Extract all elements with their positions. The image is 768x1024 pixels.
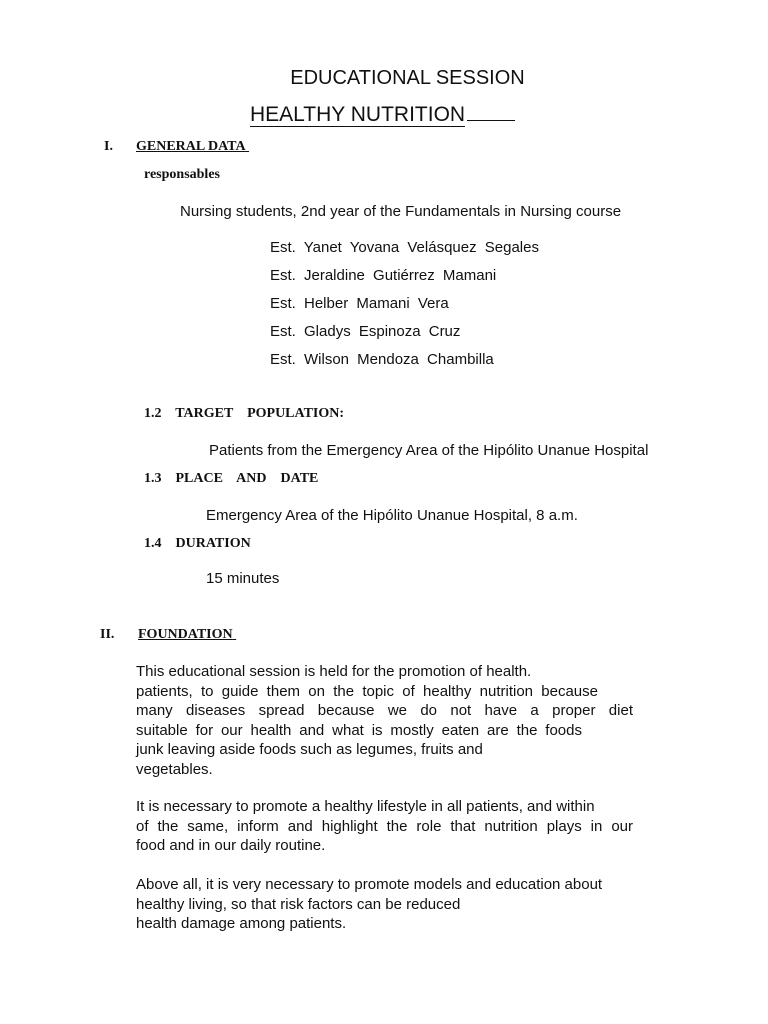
subtitle-text: HEALTHY NUTRITION <box>250 103 466 126</box>
section-2-heading <box>138 627 274 643</box>
student-name: Est. Yanet Yovana Velásquez Segales <box>270 239 539 256</box>
section-2-number: II. <box>100 627 115 642</box>
paragraph-line: health damage among patients. <box>136 915 347 932</box>
paragraph-line: healthy living, so that risk factors can be reduced <box>136 895 461 913</box>
target-population-label: 1.2 TARGET POPULATION: <box>144 406 345 421</box>
duration-label: 1.4 DURATION <box>144 536 251 551</box>
paragraph-line: This educational session is held for the promotion of health. <box>136 663 532 680</box>
document-title: EDUCATIONAL SESSION <box>290 67 525 89</box>
student-name: Est. Gladys Espinoza Cruz <box>270 323 461 340</box>
document-subtitle <box>250 103 515 127</box>
student-name: Est. Jeraldine Gutiérrez Mamani <box>270 267 497 284</box>
duration-text: 15 minutes <box>206 570 280 587</box>
section-1-number: I. <box>104 139 113 154</box>
student-name: Est. Wilson Mendoza Chambilla <box>270 351 494 368</box>
section-1-heading <box>136 139 280 155</box>
foundation-paragraph <box>136 797 633 856</box>
responsables-text: Nursing students, 2nd year of the Fundamentals in Nursing course <box>180 203 622 220</box>
foundation-paragraph <box>136 662 633 779</box>
paragraph-line: of the same, inform and highlight the role that nutrition plays in our <box>136 817 633 835</box>
place-date-text: Emergency Area of the Hipólito Unanue Hospital, 8 a.m. <box>206 507 578 524</box>
section-2-heading-text: FOUNDATION <box>138 627 233 642</box>
responsables-label: responsables <box>144 167 220 182</box>
paragraph-line: Above all, it is very necessary to promote models and education about <box>136 876 603 893</box>
section-1-heading-text: GENERAL DATA <box>136 139 246 154</box>
paragraph-line: suitable for our health and what is mostly eaten are the foods <box>136 721 582 739</box>
student-name: Est. Helber Mamani Vera <box>270 295 449 312</box>
paragraph-line: food and in our daily routine. <box>136 837 326 854</box>
paragraph-line: It is necessary to promote a healthy lifestyle in all patients, and within <box>136 798 595 815</box>
target-population-text: Patients from the Emergency Area of the Hipólito Unanue Hospital <box>209 442 649 459</box>
paragraph-line: patients, to guide them on the topic of healthy nutrition because <box>136 682 598 700</box>
subtitle-underline <box>467 119 515 121</box>
paragraph-line: vegetables. <box>136 760 213 778</box>
paragraph-line: junk leaving aside foods such as legumes, fruits and <box>136 741 483 758</box>
paragraph-line: many diseases spread because we do not have a proper diet <box>136 702 633 719</box>
foundation-paragraph <box>136 875 633 934</box>
place-date-label: 1.3 PLACE AND DATE <box>144 471 319 486</box>
